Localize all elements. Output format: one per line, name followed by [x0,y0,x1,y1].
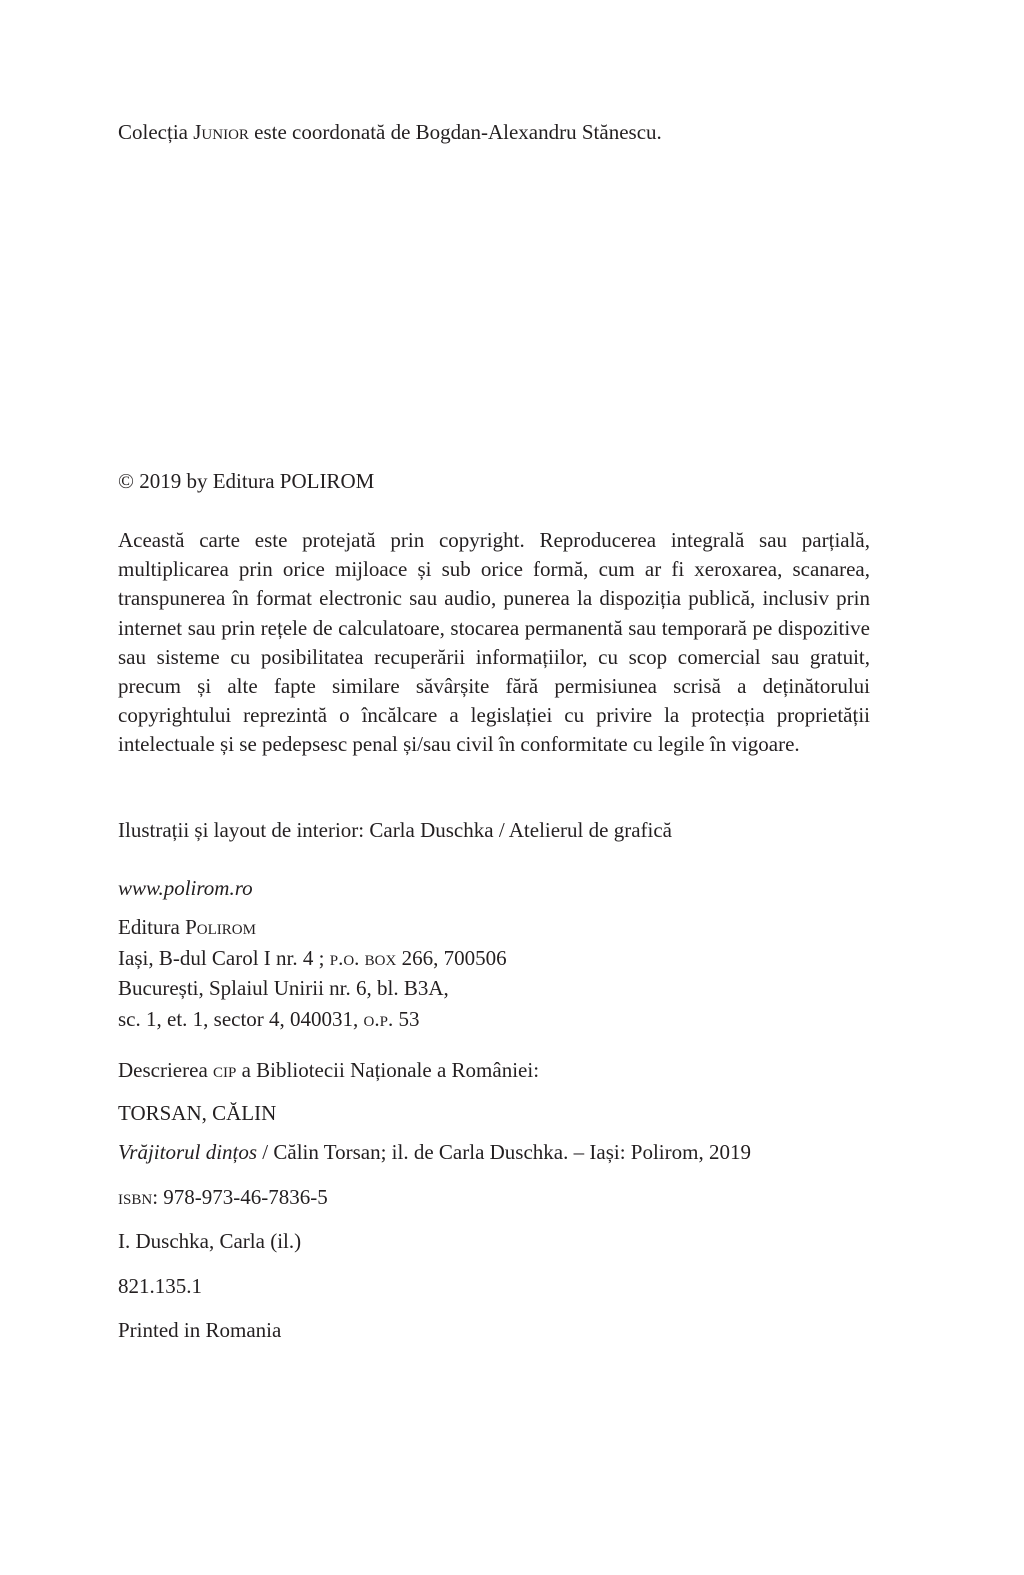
address-iasi-pobox-label: p.o. box [329,945,397,970]
collection-suffix: este coordonată de Bogdan-Alexandru Stănescu. [254,120,662,144]
book-title-rest: / Călin Torsan; il. de Carla Duschka. – Iași: Polirom, 2019 [262,1140,751,1164]
isbn-value: : 978-973-46-7836-5 [152,1185,328,1209]
cip-classification: 821.135.1 [118,1274,202,1298]
illustrations-credit: Ilustrații și layout de interior: Carla Duschka / Atelierul de grafică [118,818,672,842]
cip-heading [118,1056,870,1084]
publisher-name-prefix: Editura [118,915,180,939]
cip-author: TORSAN, CĂLIN [118,1101,277,1125]
printed-in: Printed in Romania [118,1318,282,1342]
address-iasi [118,943,870,974]
cip-contributor: I. Duschka, Carla (il.) [118,1229,302,1253]
address-bucuresti-op-label: o.p. [363,1006,394,1031]
book-title: Vrăjitorul dințos [118,1140,258,1164]
copyright-line: © 2019 by Editura POLIROM [118,469,375,493]
address-bucuresti-1: București, Splaiul Unirii nr. 6, bl. B3A, [118,976,449,1000]
address-bucuresti-op-number: 53 [398,1006,420,1031]
isbn-label: isbn [118,1185,153,1209]
website-link[interactable]: www.polirom.ro [118,876,253,900]
collection-prefix: Colecția [118,120,188,144]
address-iasi-street: Iași, B-dul Carol I nr. 4 ; [118,945,325,970]
publisher-name-line [118,912,870,943]
collection-note [118,118,870,146]
publisher-address [118,912,870,1034]
cip-heading-suffix: a Bibliotecii Naționale a României: [241,1058,540,1082]
legal-notice: Această carte este protejată prin copyright. Reproducerea integrală sau parțială, multiplicarea prin orice mijloace și sub orice formă, cum ar fi xeroxarea, scanarea, transpunerea în format electronic sau audio, punerea la dispoziția publică, inclusiv prin internet sau prin rețele de calculatoare, stocarea permanentă sau temporară pe dispozitive sau sisteme cu posibilitatea recuperării informațiilor, cu scop comercial sau gratuit, precum și alte fapte similare săvârșite fără permisiunea scrisă a deținătorului copyrightului reprezintă o încălcare a legislației cu privire la protecția proprietății intelectuale și se pedepsesc penal și/sau civil în conformitate cu legile în vigoare. [118,528,870,757]
cip-heading-prefix: Descrierea [118,1058,208,1082]
publisher-name: Polirom [185,915,256,939]
cip-abbrev: cip [213,1058,237,1082]
cip-title-line [118,1138,870,1166]
collection-series: Junior [193,120,249,144]
cip-isbn [118,1183,870,1211]
address-bucuresti-sector: sc. 1, et. 1, sector 4, 040031, [118,1006,359,1031]
address-iasi-code: 266, 700506 [401,945,507,970]
address-bucuresti-2 [118,1004,870,1035]
